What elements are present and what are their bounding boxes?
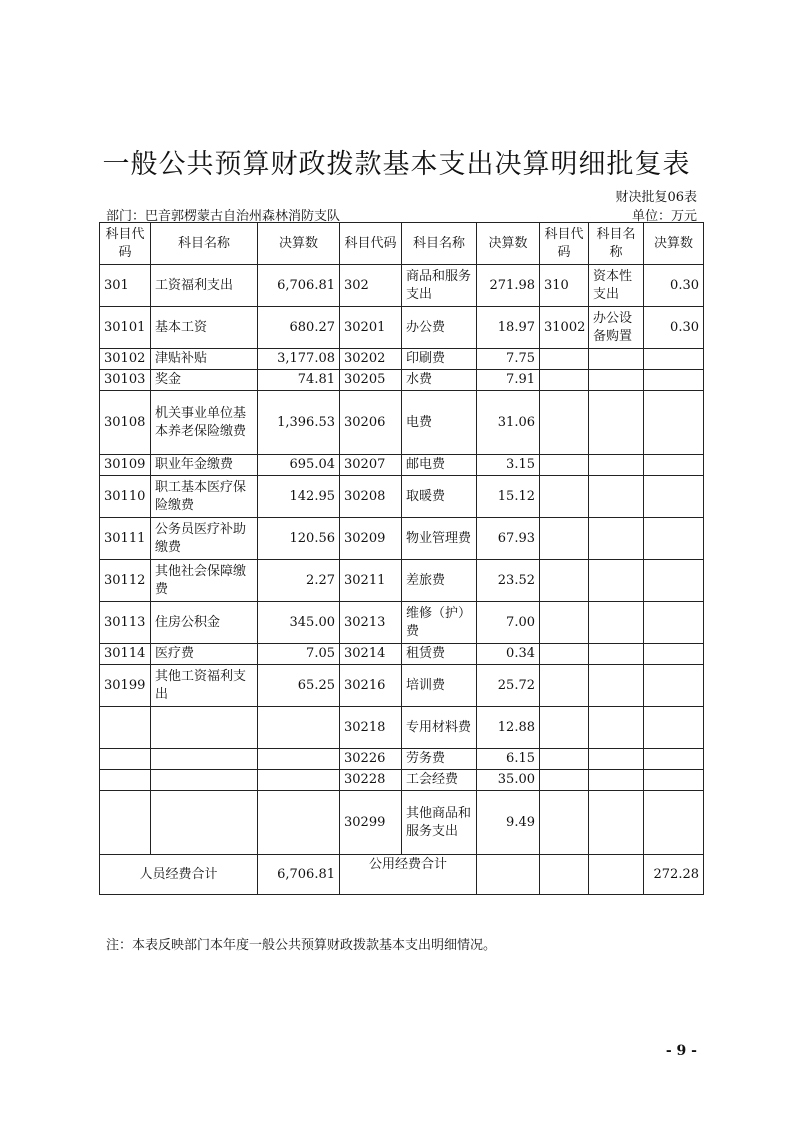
empty-cell <box>644 644 704 665</box>
header-code: 科目代码 <box>540 223 589 265</box>
table-row <box>100 455 704 476</box>
table-row <box>100 518 704 560</box>
public-code-cell: 30299 <box>340 791 402 855</box>
empty-cell <box>589 749 644 770</box>
personnel-amount-cell: 142.95 <box>258 476 340 518</box>
public-total-amount: 272.28 <box>644 855 704 895</box>
empty-cell <box>100 770 151 791</box>
empty-cell <box>644 791 704 855</box>
empty-cell <box>644 602 704 644</box>
header-name: 科目名称 <box>151 223 258 265</box>
public-code-cell: 30202 <box>340 349 402 370</box>
header-name: 科目名称 <box>402 223 477 265</box>
public-name-cell: 印刷费 <box>402 349 477 370</box>
personnel-code-cell: 30101 <box>100 307 151 349</box>
public-name-cell: 维修（护）费 <box>402 602 477 644</box>
public-name-cell: 水费 <box>402 370 477 391</box>
capital-code-cell: 310 <box>540 265 589 307</box>
public-name-cell: 专用材料费 <box>402 707 477 749</box>
header-name: 科目名称 <box>589 223 644 265</box>
page-title: 一般公共预算财政拨款基本支出决算明细批复表 <box>102 149 691 180</box>
personnel-code-cell: 30110 <box>100 476 151 518</box>
personnel-name-cell: 其他社会保障缴费 <box>151 560 258 602</box>
empty-cell <box>540 855 589 895</box>
empty-cell <box>644 476 704 518</box>
empty-cell <box>540 707 589 749</box>
personnel-name-cell: 津贴补贴 <box>151 349 258 370</box>
public-name-cell: 物业管理费 <box>402 518 477 560</box>
empty-cell <box>151 791 258 855</box>
personnel-name-cell: 职工基本医疗保险缴费 <box>151 476 258 518</box>
personnel-code-cell: 301 <box>100 265 151 307</box>
empty-cell <box>258 749 340 770</box>
empty-cell <box>644 749 704 770</box>
public-code-cell: 30213 <box>340 602 402 644</box>
empty-cell <box>644 518 704 560</box>
table-row <box>100 349 704 370</box>
public-amount-cell: 7.00 <box>477 602 540 644</box>
footnote: 注：本表反映部门本年度一般公共预算财政拨款基本支出明细情况。 <box>106 938 497 953</box>
empty-cell <box>258 791 340 855</box>
capital-code-cell: 31002 <box>540 307 589 349</box>
public-amount-cell: 271.98 <box>477 265 540 307</box>
table-row <box>100 265 704 307</box>
empty-cell <box>589 707 644 749</box>
header-amount: 决算数 <box>477 223 540 265</box>
form-number: 财决批复06表 <box>615 190 697 205</box>
public-name-cell: 租赁费 <box>402 644 477 665</box>
table-row <box>100 791 704 855</box>
public-name-cell: 其他商品和服务支出 <box>402 791 477 855</box>
empty-cell <box>540 518 589 560</box>
empty-cell <box>589 560 644 602</box>
personnel-name-cell: 奖金 <box>151 370 258 391</box>
public-amount-cell: 31.06 <box>477 391 540 455</box>
empty-cell <box>540 349 589 370</box>
public-code-cell: 30218 <box>340 707 402 749</box>
personnel-amount-cell: 680.27 <box>258 307 340 349</box>
table-row <box>100 770 704 791</box>
public-amount-cell: 0.34 <box>477 644 540 665</box>
personnel-name-cell: 职业年金缴费 <box>151 455 258 476</box>
public-amount-cell: 7.91 <box>477 370 540 391</box>
public-amount-cell: 3.15 <box>477 455 540 476</box>
table-row <box>100 560 704 602</box>
empty-cell <box>589 855 644 895</box>
personnel-total-label: 人员经费合计 <box>100 855 258 895</box>
empty-cell <box>644 707 704 749</box>
public-amount-cell: 7.75 <box>477 349 540 370</box>
table-row <box>100 307 704 349</box>
empty-cell <box>258 770 340 791</box>
empty-cell <box>644 455 704 476</box>
empty-cell <box>644 560 704 602</box>
public-name-cell: 工会经费 <box>402 770 477 791</box>
empty-cell <box>644 665 704 707</box>
public-amount-cell: 23.52 <box>477 560 540 602</box>
page-number: - 9 - <box>665 1043 697 1059</box>
personnel-code-cell: 30112 <box>100 560 151 602</box>
public-name-cell: 培训费 <box>402 665 477 707</box>
empty-cell <box>589 349 644 370</box>
empty-cell <box>151 749 258 770</box>
personnel-code-cell: 30109 <box>100 455 151 476</box>
header-amount: 决算数 <box>644 223 704 265</box>
empty-cell <box>540 791 589 855</box>
table-row <box>100 370 704 391</box>
public-amount-cell: 67.93 <box>477 518 540 560</box>
empty-cell <box>589 770 644 791</box>
personnel-total-amount: 6,706.81 <box>258 855 340 895</box>
empty-cell <box>540 749 589 770</box>
public-code-cell: 30208 <box>340 476 402 518</box>
public-amount-cell: 18.97 <box>477 307 540 349</box>
empty-cell <box>589 476 644 518</box>
empty-cell <box>589 644 644 665</box>
public-name-cell: 取暖费 <box>402 476 477 518</box>
capital-amount-cell: 0.30 <box>644 265 704 307</box>
personnel-amount-cell: 74.81 <box>258 370 340 391</box>
empty-cell <box>589 391 644 455</box>
personnel-amount-cell: 6,706.81 <box>258 265 340 307</box>
empty-cell <box>589 518 644 560</box>
personnel-name-cell: 医疗费 <box>151 644 258 665</box>
capital-amount-cell: 0.30 <box>644 307 704 349</box>
empty-cell <box>540 391 589 455</box>
empty-cell <box>540 602 589 644</box>
header-amount: 决算数 <box>258 223 340 265</box>
empty-cell <box>644 370 704 391</box>
table-header-row <box>100 223 704 265</box>
capital-name-cell: 办公设备购置 <box>589 307 644 349</box>
public-amount-cell: 15.12 <box>477 476 540 518</box>
empty-cell <box>100 749 151 770</box>
public-code-cell: 30228 <box>340 770 402 791</box>
empty-cell <box>540 770 589 791</box>
empty-cell <box>589 665 644 707</box>
public-total-label: 公用经费合计 <box>340 855 477 895</box>
personnel-name-cell: 工资福利支出 <box>151 265 258 307</box>
empty-cell <box>540 455 589 476</box>
empty-cell <box>540 644 589 665</box>
empty-cell <box>540 665 589 707</box>
unit-label: 单位：万元 <box>631 209 697 224</box>
budget-detail-table <box>99 222 704 895</box>
department-label: 部门：巴音郭楞蒙古自治州森林消防支队 <box>106 209 341 224</box>
personnel-name-cell: 住房公积金 <box>151 602 258 644</box>
personnel-name-cell: 其他工资福利支出 <box>151 665 258 707</box>
personnel-name-cell: 机关事业单位基本养老保险缴费 <box>151 391 258 455</box>
personnel-amount-cell: 7.05 <box>258 644 340 665</box>
empty-cell <box>589 791 644 855</box>
personnel-amount-cell: 3,177.08 <box>258 349 340 370</box>
public-name-cell: 差旅费 <box>402 560 477 602</box>
personnel-amount-cell: 65.25 <box>258 665 340 707</box>
personnel-name-cell: 基本工资 <box>151 307 258 349</box>
table-row <box>100 749 704 770</box>
public-code-cell: 30209 <box>340 518 402 560</box>
public-code-cell: 30214 <box>340 644 402 665</box>
empty-cell <box>258 707 340 749</box>
empty-cell <box>644 349 704 370</box>
public-code-cell: 30201 <box>340 307 402 349</box>
public-code-cell: 30206 <box>340 391 402 455</box>
empty-cell <box>540 370 589 391</box>
empty-cell <box>644 391 704 455</box>
header-code: 科目代码 <box>100 223 151 265</box>
personnel-code-cell: 30113 <box>100 602 151 644</box>
empty-cell <box>151 707 258 749</box>
public-amount-cell: 9.49 <box>477 791 540 855</box>
personnel-amount-cell: 695.04 <box>258 455 340 476</box>
public-name-cell: 劳务费 <box>402 749 477 770</box>
public-amount-cell: 12.88 <box>477 707 540 749</box>
public-amount-cell: 6.15 <box>477 749 540 770</box>
personnel-code-cell: 30114 <box>100 644 151 665</box>
totals-row <box>100 855 704 895</box>
personnel-amount-cell: 120.56 <box>258 518 340 560</box>
public-name-cell: 电费 <box>402 391 477 455</box>
header-code: 科目代码 <box>340 223 402 265</box>
empty-cell <box>589 370 644 391</box>
personnel-code-cell: 30102 <box>100 349 151 370</box>
capital-name-cell: 资本性支出 <box>589 265 644 307</box>
table-row <box>100 476 704 518</box>
empty-cell <box>540 476 589 518</box>
empty-cell <box>100 707 151 749</box>
public-name-cell: 商品和服务支出 <box>402 265 477 307</box>
personnel-code-cell: 30111 <box>100 518 151 560</box>
personnel-name-cell: 公务员医疗补助缴费 <box>151 518 258 560</box>
public-code-cell: 302 <box>340 265 402 307</box>
empty-cell <box>540 560 589 602</box>
public-amount-cell: 35.00 <box>477 770 540 791</box>
public-code-cell: 30211 <box>340 560 402 602</box>
public-code-cell: 30207 <box>340 455 402 476</box>
public-code-cell: 30205 <box>340 370 402 391</box>
personnel-amount-cell: 2.27 <box>258 560 340 602</box>
public-code-cell: 30226 <box>340 749 402 770</box>
empty-cell <box>589 602 644 644</box>
empty-cell <box>151 770 258 791</box>
personnel-code-cell: 30199 <box>100 665 151 707</box>
empty-cell <box>100 791 151 855</box>
personnel-amount-cell: 1,396.53 <box>258 391 340 455</box>
table-row <box>100 602 704 644</box>
empty-cell <box>644 770 704 791</box>
public-code-cell: 30216 <box>340 665 402 707</box>
public-name-cell: 办公费 <box>402 307 477 349</box>
public-name-cell: 邮电费 <box>402 455 477 476</box>
personnel-amount-cell: 345.00 <box>258 602 340 644</box>
personnel-code-cell: 30103 <box>100 370 151 391</box>
table-row <box>100 665 704 707</box>
table-row <box>100 644 704 665</box>
table-row <box>100 707 704 749</box>
empty-cell <box>477 855 540 895</box>
table-row <box>100 391 704 455</box>
public-amount-cell: 25.72 <box>477 665 540 707</box>
empty-cell <box>589 455 644 476</box>
personnel-code-cell: 30108 <box>100 391 151 455</box>
